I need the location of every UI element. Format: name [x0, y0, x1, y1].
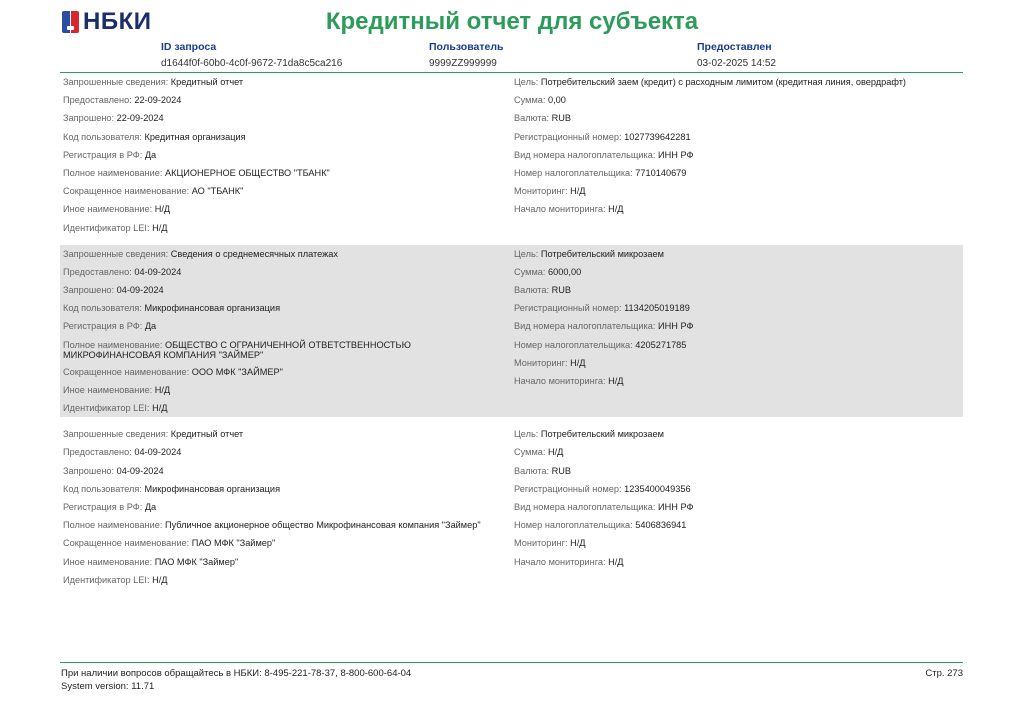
field-row — [63, 109, 510, 127]
field-row — [514, 317, 963, 335]
field-value: RUB — [551, 113, 572, 124]
field-value: Потребительский заем (кредит) с расходным лимитом (кредитная линия, овердрафт) — [540, 77, 906, 87]
field-row — [63, 336, 510, 363]
field-label: Код пользователя: — [63, 303, 142, 314]
field-label: Мониторинг: — [514, 186, 568, 197]
footer-version: System version: 11.71 — [61, 681, 155, 692]
field-row — [63, 516, 510, 534]
field-value: 0,00 — [547, 95, 566, 106]
field-value: 04-09-2024 — [116, 465, 164, 476]
field-label: Запрошенные сведения: — [63, 248, 169, 259]
field-label: Иное наименование: — [63, 556, 153, 567]
field-label: Валюта: — [514, 465, 550, 476]
field-label: Полное наименование: — [63, 339, 163, 350]
field-label: Полное наименование: — [63, 167, 163, 178]
field-row — [514, 372, 963, 390]
record-column-right — [510, 245, 963, 418]
field-label: Код пользователя: — [63, 131, 142, 142]
field-row — [63, 281, 510, 299]
field-row — [63, 399, 510, 417]
field-value: 5406836941 — [635, 520, 687, 531]
field-row — [514, 73, 963, 91]
field-label: Цель: — [514, 429, 539, 440]
field-label: Начало мониторинга: — [514, 376, 606, 386]
provided-value: 03-02-2025 14:52 — [697, 58, 776, 69]
field-label: Идентификатор LEI: — [63, 574, 150, 585]
field-value: ИНН РФ — [658, 501, 694, 512]
record-column-left — [60, 245, 510, 418]
field-label: Запрошенные сведения: — [63, 77, 169, 87]
field-row — [63, 363, 510, 381]
field-label: Номер налогоплательщика: — [514, 167, 633, 178]
field-row — [63, 498, 510, 516]
field-label: Регистрационный номер: — [514, 131, 622, 142]
field-value: 22-09-2024 — [134, 95, 182, 106]
field-label: Вид номера налогоплательщика: — [514, 149, 656, 160]
field-row — [514, 443, 963, 461]
field-label: Начало мониторинга: — [514, 556, 606, 567]
field-row — [63, 245, 510, 263]
records-list — [60, 73, 963, 597]
field-row — [63, 146, 510, 164]
field-row — [514, 109, 963, 127]
field-value: АКЦИОНЕРНОЕ ОБЩЕСТВО "ТБАНК" — [164, 167, 330, 178]
field-label: Цель: — [514, 77, 539, 87]
field-row — [63, 182, 510, 200]
record-block — [60, 245, 963, 418]
field-value: Да — [144, 501, 157, 512]
field-row — [63, 462, 510, 480]
field-value: 04-09-2024 — [134, 447, 182, 458]
field-label: Регистрационный номер: — [514, 483, 622, 494]
field-row — [514, 425, 963, 443]
field-value: 1235400049356 — [624, 483, 691, 494]
field-label: Валюта: — [514, 113, 550, 124]
field-value: Н/Д — [608, 376, 624, 386]
field-value: Кредитный отчет — [170, 429, 244, 440]
field-row — [514, 354, 963, 372]
field-row — [514, 534, 963, 552]
field-label: Предоставлено: — [63, 266, 132, 277]
field-value: Н/Д — [570, 186, 586, 197]
field-value: Потребительский микрозаем — [540, 429, 664, 440]
field-label: Начало мониторинга: — [514, 204, 606, 215]
provided-block — [697, 41, 776, 70]
field-value: 6000,00 — [547, 266, 582, 277]
user-value: 9999ZZ999999 — [429, 58, 497, 69]
field-row — [63, 571, 510, 589]
field-value: Кредитный отчет — [170, 77, 244, 87]
field-value: Потребительский микрозаем — [540, 248, 664, 259]
field-row — [63, 219, 510, 237]
field-value: Н/Д — [152, 403, 168, 413]
field-row — [63, 128, 510, 146]
field-value: Н/Д — [152, 222, 168, 233]
field-value: ООО МФК "ЗАЙМЕР" — [191, 366, 283, 377]
field-value: Н/Д — [608, 204, 624, 215]
field-row — [63, 164, 510, 182]
field-row — [63, 553, 510, 571]
field-value: АО "ТБАНК" — [191, 186, 244, 197]
record-column-left — [60, 73, 510, 237]
field-label: Полное наименование: — [63, 520, 163, 531]
field-row — [514, 480, 963, 498]
field-label: Регистрационный номер: — [514, 303, 622, 314]
field-row — [63, 200, 510, 218]
request-id-label: ID запроса — [161, 41, 217, 53]
field-value: ПАО МФК "Займер" — [191, 538, 276, 549]
field-label: Регистрация в РФ: — [63, 149, 143, 160]
field-label: Сокращенное наименование: — [63, 186, 190, 197]
field-row — [63, 263, 510, 281]
field-value: Н/Д — [570, 357, 586, 368]
field-label: Регистрация в РФ: — [63, 321, 143, 332]
field-value: ОБЩЕСТВО С ОГРАНИЧЕННОЙ ОТВЕТСТВЕННОСТЬЮ МИКРОФИНАНСОВАЯ КОМПАНИЯ "ЗАЙМЕР" — [63, 339, 411, 360]
field-label: Идентификатор LEI: — [63, 222, 150, 233]
field-label: Сумма: — [514, 266, 546, 277]
footer-contact: При наличии вопросов обращайтесь в НБКИ: 8-495-221-78-37, 8-800-600-64-04 — [61, 668, 412, 679]
field-label: Код пользователя: — [63, 483, 142, 494]
field-value: Микрофинансовая организация — [144, 303, 281, 314]
field-row — [63, 91, 510, 109]
field-label: Мониторинг: — [514, 538, 568, 549]
user-block — [429, 41, 503, 70]
field-value: Публичное акционерное общество Микрофинансовая компания "Займер" — [164, 520, 481, 531]
request-id-block — [161, 41, 342, 70]
field-row — [63, 381, 510, 399]
field-value: 4205271785 — [635, 339, 687, 350]
field-value: 7710140679 — [635, 167, 687, 178]
field-label: Иное наименование: — [63, 384, 153, 395]
user-label: Пользователь — [429, 41, 504, 53]
field-row — [63, 317, 510, 335]
field-row — [63, 480, 510, 498]
field-label: Номер налогоплательщика: — [514, 339, 633, 350]
field-row — [514, 462, 963, 480]
field-label: Сумма: — [514, 95, 546, 106]
field-value: Н/Д — [570, 538, 586, 549]
field-label: Предоставлено: — [63, 447, 132, 458]
field-label: Регистрация в РФ: — [63, 501, 143, 512]
field-row — [514, 281, 963, 299]
field-value: Сведения о среднемесячных платежах — [170, 248, 338, 259]
record-column-right — [510, 73, 963, 237]
footer-divider — [60, 662, 963, 663]
field-value: 04-09-2024 — [116, 285, 164, 296]
field-label: Сумма: — [514, 447, 546, 458]
field-value: Микрофинансовая организация — [144, 483, 281, 494]
field-row — [514, 146, 963, 164]
field-value: Кредитная организация — [144, 131, 246, 142]
field-label: Идентификатор LEI: — [63, 403, 150, 413]
field-label: Предоставлено: — [63, 95, 132, 106]
provided-label: Предоставлен — [697, 41, 772, 53]
field-row — [514, 200, 963, 218]
field-row — [514, 164, 963, 182]
field-value: Да — [144, 149, 157, 160]
field-row — [514, 128, 963, 146]
field-value: ИНН РФ — [658, 321, 694, 332]
field-value: RUB — [551, 465, 572, 476]
field-label: Мониторинг: — [514, 357, 568, 368]
field-value: ИНН РФ — [658, 149, 694, 160]
field-label: Запрошенные сведения: — [63, 429, 169, 440]
field-row — [63, 73, 510, 91]
field-value: 1027739642281 — [624, 131, 691, 142]
field-value: Н/Д — [547, 447, 564, 458]
request-id-value: d1644f0f-60b0-4c0f-9672-71da8c5ca216 — [161, 58, 343, 69]
field-row — [514, 91, 963, 109]
field-row — [514, 182, 963, 200]
field-row — [514, 245, 963, 263]
page-title: Кредитный отчет для субъекта — [325, 8, 699, 35]
field-label: Сокращенное наименование: — [63, 538, 190, 549]
record-column-right — [510, 425, 963, 589]
field-row — [514, 516, 963, 534]
field-label: Вид номера налогоплательщика: — [514, 501, 656, 512]
field-label: Иное наименование: — [63, 204, 153, 215]
record-column-left — [60, 425, 510, 589]
field-label: Запрошено: — [63, 113, 115, 124]
field-value: 1134205019189 — [624, 303, 690, 314]
field-label: Цель: — [514, 248, 539, 259]
field-label: Сокращенное наименование: — [63, 366, 190, 377]
field-label: Валюта: — [514, 285, 550, 296]
field-row — [514, 553, 963, 571]
field-value: Да — [144, 321, 157, 332]
field-row — [63, 425, 510, 443]
field-row — [514, 336, 963, 354]
page-number: Стр. 273 — [925, 668, 963, 679]
field-row — [514, 498, 963, 516]
field-value: Н/Д — [152, 574, 168, 585]
field-row — [63, 299, 510, 317]
logo-text: НБКИ — [83, 8, 152, 35]
field-label: Запрошено: — [63, 285, 115, 296]
field-value: Н/Д — [154, 384, 171, 395]
field-value: ПАО МФК "Займер" — [154, 556, 239, 567]
field-value: RUB — [551, 285, 572, 296]
field-value: Н/Д — [154, 204, 171, 215]
field-label: Запрошено: — [63, 465, 115, 476]
field-row — [63, 443, 510, 461]
field-row — [63, 534, 510, 552]
record-block — [60, 425, 963, 589]
field-value: 22-09-2024 — [116, 113, 164, 124]
record-block — [60, 73, 963, 237]
field-value: Н/Д — [608, 556, 624, 567]
field-row — [514, 263, 963, 281]
field-row — [514, 299, 963, 317]
field-value: 04-09-2024 — [134, 266, 182, 277]
field-label: Номер налогоплательщика: — [514, 520, 633, 531]
field-label: Вид номера налогоплательщика: — [514, 321, 656, 332]
